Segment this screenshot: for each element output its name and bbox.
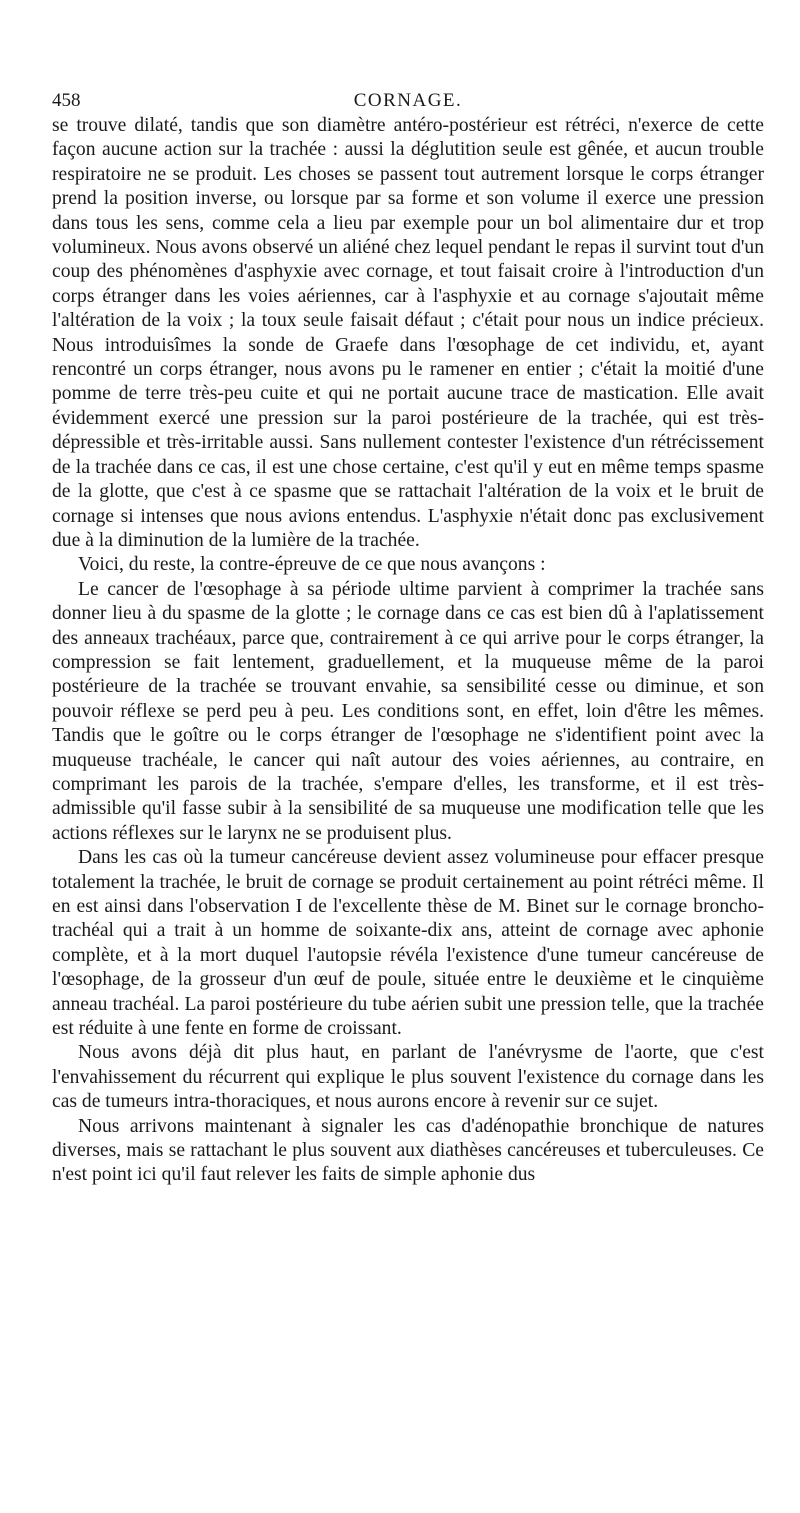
page [52,84,764,1188]
running-head: CORNAGE. [353,90,463,111]
paragraph: Nous arrivons maintenant à signaler les cas d'adénopathie bronchique de natures diverses, mais se rattachant le plus souvent aux diathèses cancéreuses et tuberculeuses. Ce n'est point ici qu'il faut relever les faits de simple aphonie dus [52,1115,764,1186]
page-header [52,84,764,114]
paragraph: Nous avons déjà dit plus haut, en parlant de l'anévrysme de l'aorte, que c'est l'envahissement du récurrent qui explique le plus souvent l'existence du cornage dans les cas de tumeurs intra-thoraciques, et nous aurons encore à revenir sur ce sujet. [52,1042,764,1113]
paragraph: Voici, du reste, la contre-épreuve de ce que nous avançons : [78,554,546,576]
page-number: 458 [52,90,81,111]
paragraph: Dans les cas où la tumeur cancéreuse devient assez volumineuse pour effacer presque totalement la trachée, le bruit de cornage se produit certainement au point rétréci même. Il en est ainsi dans l'observation I de l'excellente thèse de M. Binet sur le cornage broncho-trachéal qui a trait à un homme de soixante-dix ans, atteint de cornage avec aphonie complète, et à la mort duquel l'autopsie révéla l'existence d'une tumeur cancéreuse de l'œsophage, de la grosseur d'un œuf de poule, située entre le deuxième et le cinquième anneau trachéal. La paroi postérieure du tube aérien subit une pression telle, que la trachée est réduite à une fente en forme de croissant. [52,847,764,1040]
paragraph: Le cancer de l'œsophage à sa période ultime parvient à comprimer la trachée sans donner lieu à du spasme de la glotte ; le cornage dans ce cas est bien dû à l'aplatissement des anneaux trachéaux, parce que, contrairement à ce qui arrive pour le corps étranger, la compression se fait lentement, graduellement, et la muqueuse même de la paroi postérieure de la trachée se trouvant envahie, sa sensibilité cesse ou diminue, et son pouvoir réflexe se perd peu à peu. Les conditions sont, en effet, loin d'être les mêmes. Tandis que le goître ou le corps étranger de l'œsophage ne s'identifient point avec la muqueuse trachéale, le cancer qui naît autour des voies aériennes, au contraire, en comprimant les parois de la trachée, s'empare d'elles, les transforme, et il est très-admissible qu'il fasse subir à la sensibilité de sa muqueuse une modification telle que les actions réflexes sur le larynx ne se produisent plus. [52,578,764,844]
body-text [52,114,764,1188]
paragraph: se trouve dilaté, tandis que son diamètre antéro-postérieur est rétréci, n'exerce de cette façon aucune action sur la trachée : aussi la déglutition seule est gênée, et aucun trouble respiratoire ne se produit. Les choses se passent tout autrement lorsque le corps étranger prend la position inverse, ou lorsque par sa forme et son volume il exerce une pression dans tous les sens, comme cela a lieu par exemple pour un bol alimentaire dur et trop volumineux. Nous avons observé un aliéné chez lequel pendant le repas il survint tout d'un coup des phénomènes d'asphyxie avec cornage, et tout faisait croire à l'introduction d'un corps étranger dans les voies aériennes, car à l'asphyxie et au cornage s'ajoutait même l'altération de la voix ; la toux seule faisait défaut ; c'était pour nous un indice précieux. Nous introduisîmes la sonde de Graefe dans l'œsophage de cet individu, et, ayant rencontré un corps étranger, nous avons pu le ramener en entier ; c'était la moitié d'une pomme de terre très-peu cuite et qui ne portait aucune trace de mastication. Elle avait évidemment exercé une pression sur la paroi postérieure de la trachée, qui est très-dépressible et très-irritable aussi. Sans nullement contester l'existence d'un rétrécissement de la trachée dans ce cas, il est une chose certaine, c'est qu'il y eut en même temps spasme de la glotte, que c'est à ce spasme que se rattachait l'altération de la voix et le bruit de cornage si intenses que nous avions entendus. L'asphyxie n'était donc pas exclusivement due à la diminution de la lumière de la trachée. [52,115,764,551]
